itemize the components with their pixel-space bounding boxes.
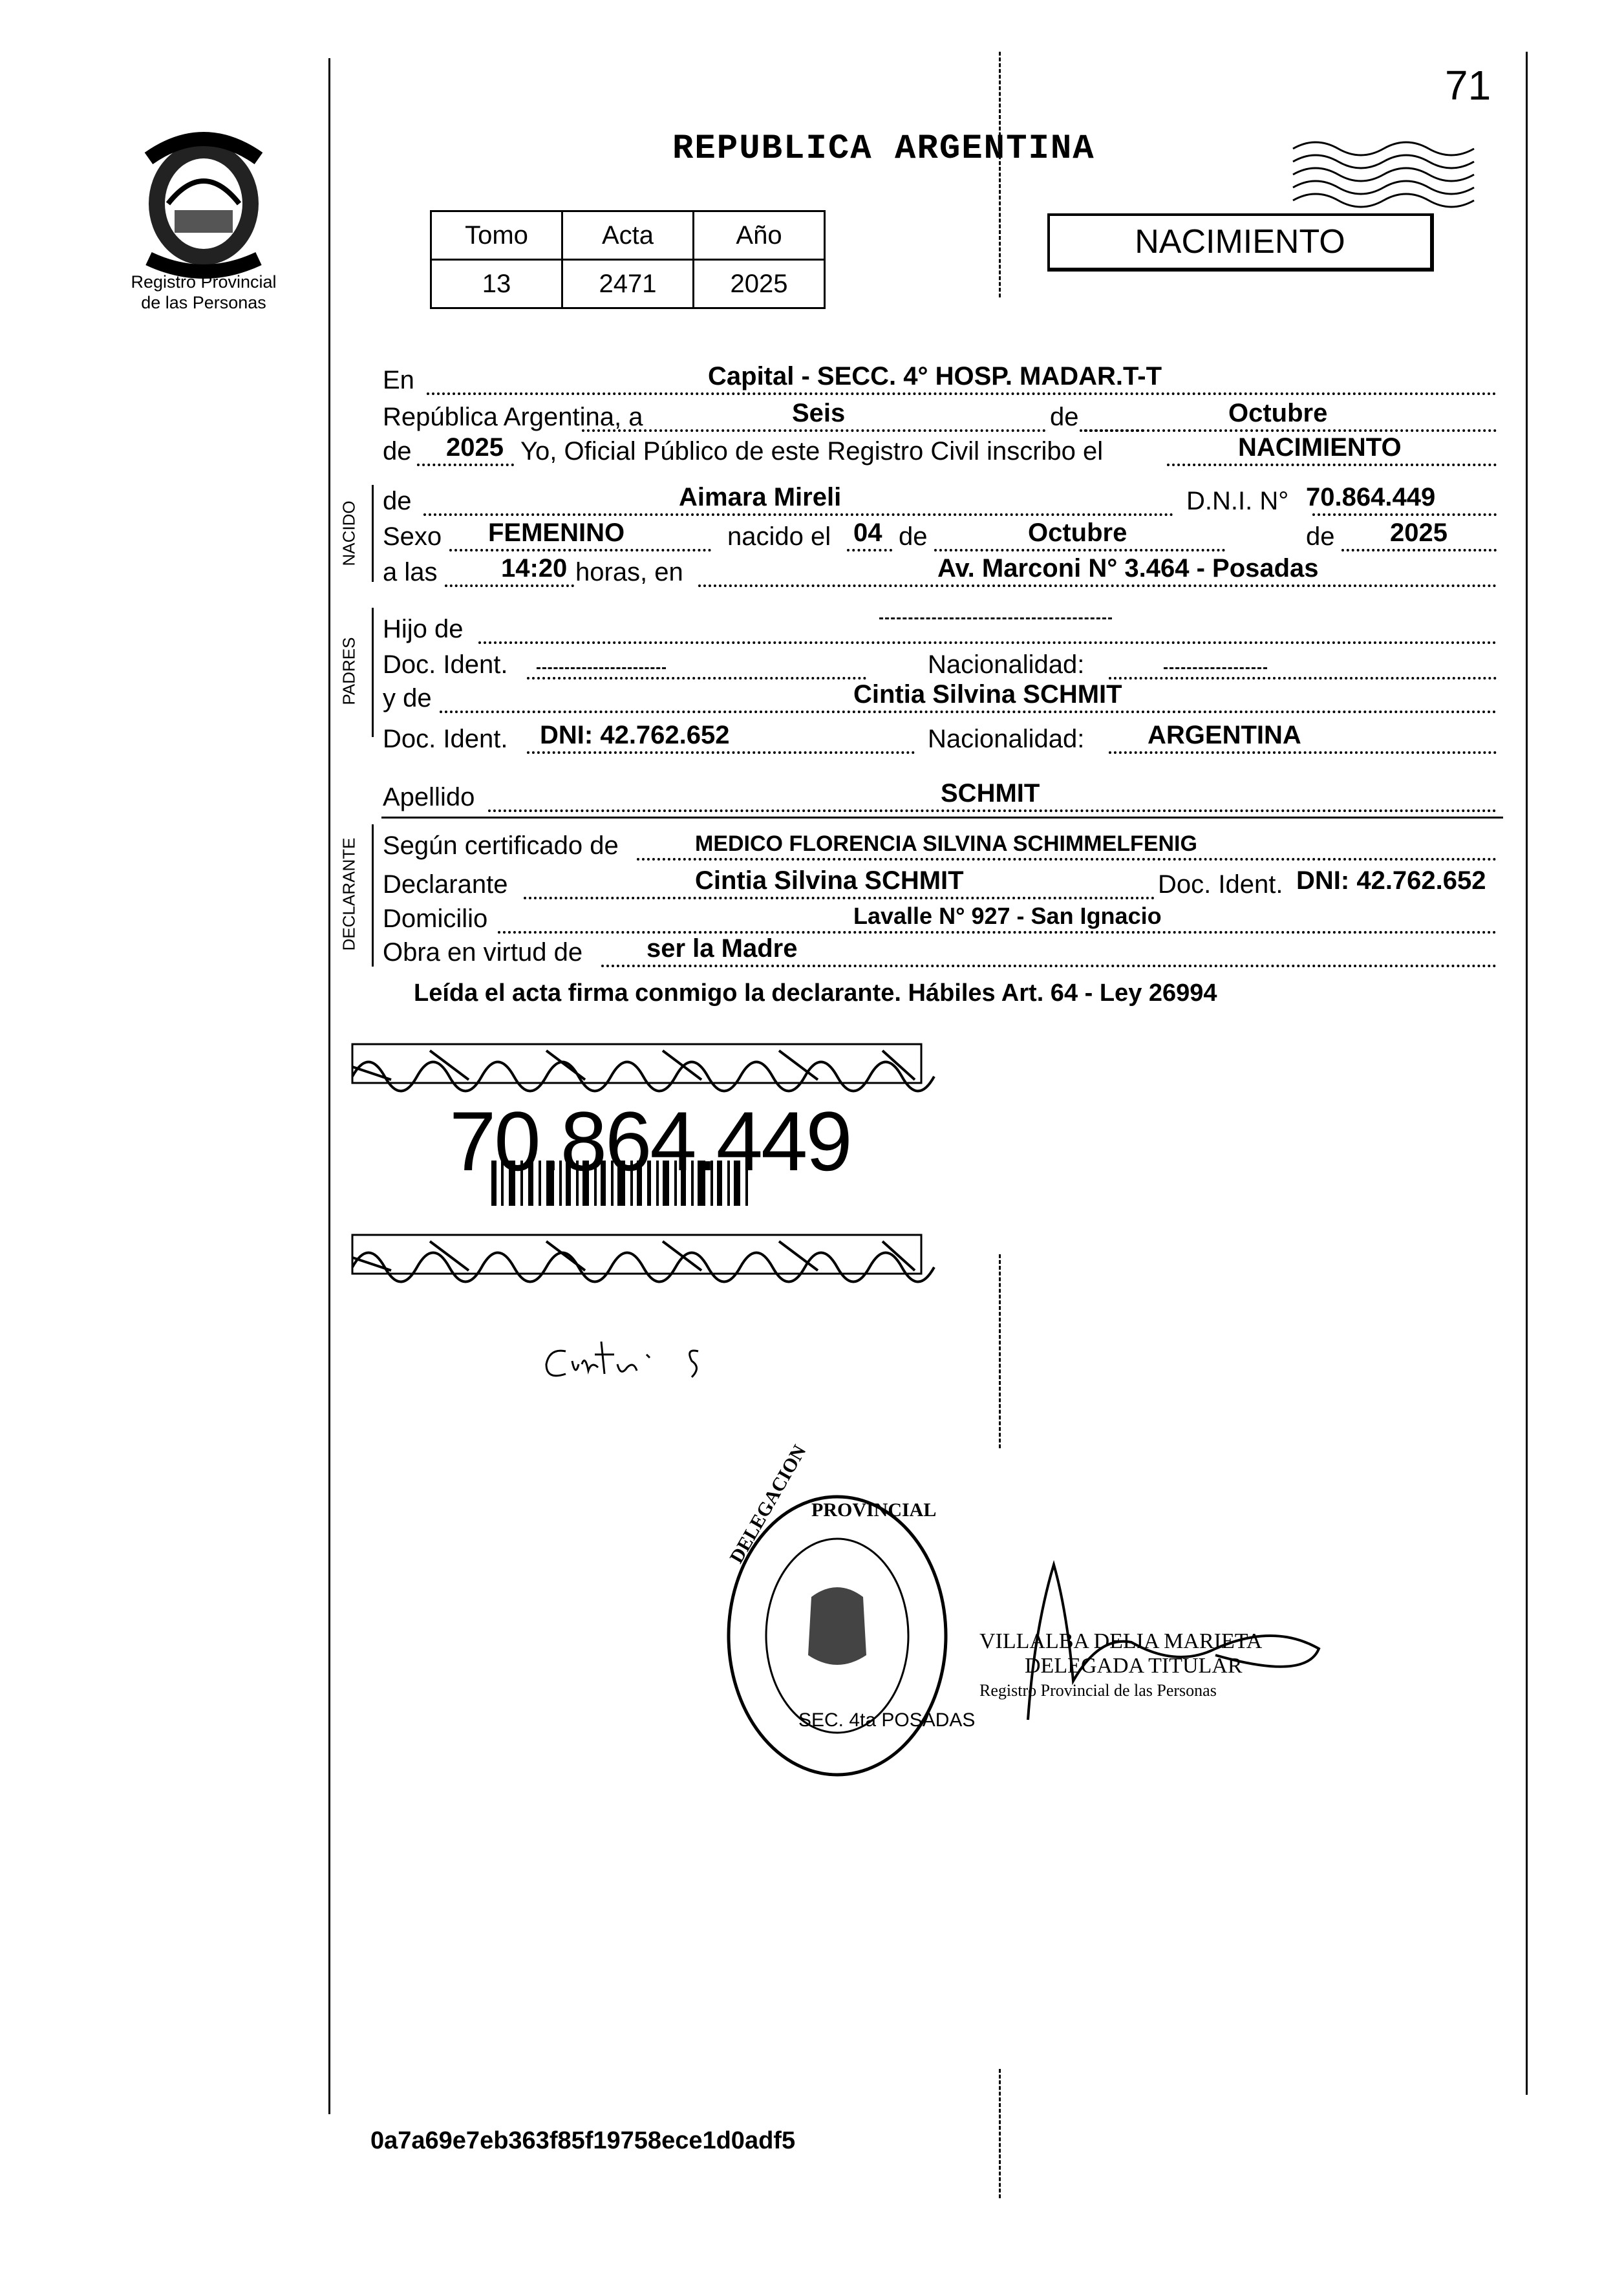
field-row-obra: [381, 931, 1500, 970]
field-row-domicilio: [381, 897, 1500, 936]
dotted-fill: [1109, 750, 1497, 754]
field-row-madre: [381, 677, 1500, 716]
record-type-box: NACIMIENTO: [1047, 213, 1434, 272]
hijo-label: Hijo de: [383, 615, 464, 643]
table-cell: 13: [431, 260, 562, 308]
officer-block: [979, 1629, 1262, 1703]
republica-label: República Argentina, a: [383, 403, 643, 431]
mother-nationality-value: ARGENTINA: [1148, 721, 1301, 749]
field-row-inscribo: [381, 430, 1500, 469]
registry-label: [110, 272, 297, 313]
y-de-label: y de: [383, 684, 432, 712]
document-hash: 0a7a69e7eb363f85f19758ece1d0adf5: [370, 2127, 796, 2154]
document-title: REPUBLICA ARGENTINA: [672, 129, 1095, 169]
obra-label: Obra en virtud de: [383, 938, 583, 967]
declarant-name-value: Cintia Silvina SCHMIT: [695, 866, 964, 895]
doc-ident-label: Doc. Ident.: [383, 650, 508, 679]
address-value: Lavalle N° 927 - San Ignacio: [853, 903, 1162, 929]
dotted-fill: [527, 750, 915, 754]
field-row-apellido: [381, 776, 1500, 815]
field-row-certificado: [381, 824, 1500, 863]
dotted-fill: [427, 391, 1497, 395]
apellido-label: Apellido: [383, 783, 475, 811]
birthplace-value: Av. Marconi N° 3.464 - Posadas: [937, 554, 1319, 583]
province-emblem-icon: [123, 120, 284, 281]
dotted-fill: [417, 462, 514, 466]
nacido-label: nacido el: [727, 522, 831, 551]
doc-ident-label: Doc. Ident.: [383, 725, 508, 753]
domicilio-label: Domicilio: [383, 905, 488, 933]
section-label-padres: PADRES: [339, 637, 359, 705]
officer-name: VILLALBA DELIA MARIETA: [979, 1629, 1263, 1653]
dotted-fill: [698, 583, 1497, 587]
table-cell: 2025: [694, 260, 825, 308]
left-margin-line: [328, 58, 330, 2114]
field-row-doc-padre: [381, 643, 1500, 682]
svg-text:DELEGACION: DELEGACION: [725, 1441, 811, 1567]
record-table: [430, 210, 826, 309]
officer-office: Registro Provincial de las Personas: [979, 1681, 1217, 1700]
de5-label: de: [1306, 522, 1335, 551]
table-header: Acta: [562, 211, 694, 260]
dotted-fill: [445, 583, 574, 587]
field-row-declarante: [381, 863, 1500, 902]
separator-line: [381, 817, 1503, 819]
blank-dash: [879, 617, 1112, 619]
svg-text:PROVINCIAL: PROVINCIAL: [811, 1499, 937, 1521]
blank-dash: [1164, 667, 1267, 669]
nacionalidad-label: Nacionalidad:: [928, 650, 1085, 679]
place-value: Capital - SECC. 4° HOSP. MADAR.T-T: [708, 362, 1162, 391]
dni-label: D.N.I. N°: [1186, 487, 1289, 515]
page-number: 71: [1445, 62, 1491, 109]
dotted-fill: [440, 709, 1497, 713]
svg-text:SEC. 4ta POSADAS: SEC. 4ta POSADAS: [798, 1709, 976, 1731]
fold-line: [999, 52, 1003, 297]
de2-label: de: [383, 437, 412, 466]
dotted-fill: [601, 963, 1497, 967]
doc-ident-label: Doc. Ident.: [1154, 870, 1283, 899]
dni-value: 70.864.449: [1306, 483, 1436, 511]
time-value: 14:20: [501, 554, 568, 583]
id-number: 70.864.449: [449, 1094, 851, 1188]
de4-label: de: [899, 522, 928, 551]
mother-name-value: Cintia Silvina SCHMIT: [853, 680, 1122, 709]
section-bar: [372, 608, 374, 737]
security-stamp-icon: [1293, 136, 1474, 210]
mother-doc-value: DNI: 42.762.652: [540, 721, 730, 749]
de-label: de: [1047, 403, 1082, 432]
officer-title: DELEGADA TITULAR: [1025, 1654, 1243, 1678]
birth-month-value: Octubre: [1028, 519, 1127, 547]
certificate-value: MEDICO FLORENCIA SILVINA SCHIMMELFENIG: [695, 831, 1197, 856]
capacity-value: ser la Madre: [646, 934, 798, 963]
section-label-nacido: NACIDO: [339, 500, 359, 566]
field-row-name: [381, 480, 1500, 519]
field-row-date: [381, 396, 1500, 434]
closing-note: Leída el acta firma conmigo la declarante. Hábiles Art. 64 - Ley 26994: [414, 980, 1217, 1007]
table-header: Tomo: [431, 211, 562, 260]
inscribo-text: Yo, Oficial Público de este Registro Civil inscribo el: [520, 437, 1104, 466]
fold-line: [999, 2069, 1003, 2198]
sexo-label: Sexo: [383, 522, 442, 551]
registry-label-line2: de las Personas: [141, 293, 266, 312]
a-las-label: a las: [383, 558, 438, 586]
sex-value: FEMENINO: [488, 519, 625, 547]
declarant-signature-icon: [537, 1316, 731, 1387]
section-label-declarante: DECLARANTE: [339, 837, 359, 951]
field-row-hora: [381, 551, 1500, 590]
table-header: Año: [694, 211, 825, 260]
table-cell: 2471: [562, 260, 694, 308]
section-bar: [372, 485, 374, 582]
en-label: En: [383, 366, 414, 394]
month-value: Octubre: [1228, 399, 1328, 427]
field-row-doc-madre: [381, 718, 1500, 756]
act-type-value: NACIMIENTO: [1238, 433, 1402, 462]
birth-year-value: 2025: [1390, 519, 1448, 547]
fold-line: [999, 1254, 1003, 1448]
day-value: Seis: [792, 399, 846, 427]
birth-day-value: 04: [853, 519, 882, 547]
dotted-fill: [637, 857, 1497, 861]
dotted-fill: [1167, 462, 1497, 466]
right-margin-line: [1526, 52, 1528, 2095]
official-seal-icon: [721, 1441, 976, 1784]
field-row-hijo: [381, 608, 1500, 647]
blank-dash: [537, 667, 666, 669]
declarante-label: Declarante: [383, 870, 508, 899]
surname-value: SCHMIT: [941, 779, 1040, 808]
declarant-doc-value: DNI: 42.762.652: [1296, 866, 1486, 895]
section-bar: [372, 824, 374, 967]
dotted-fill: [488, 808, 1497, 812]
de3-label: de: [383, 487, 412, 515]
field-row-sexo: [381, 515, 1500, 554]
child-name-value: Aimara Mireli: [679, 483, 842, 511]
horas-label: horas, en: [575, 558, 683, 586]
registry-label-line1: Registro Provincial: [131, 272, 277, 292]
field-row-en: [381, 359, 1500, 398]
nacionalidad-label: Nacionalidad:: [928, 725, 1085, 753]
certificado-label: Según certificado de: [383, 831, 619, 860]
year-value: 2025: [446, 433, 504, 462]
